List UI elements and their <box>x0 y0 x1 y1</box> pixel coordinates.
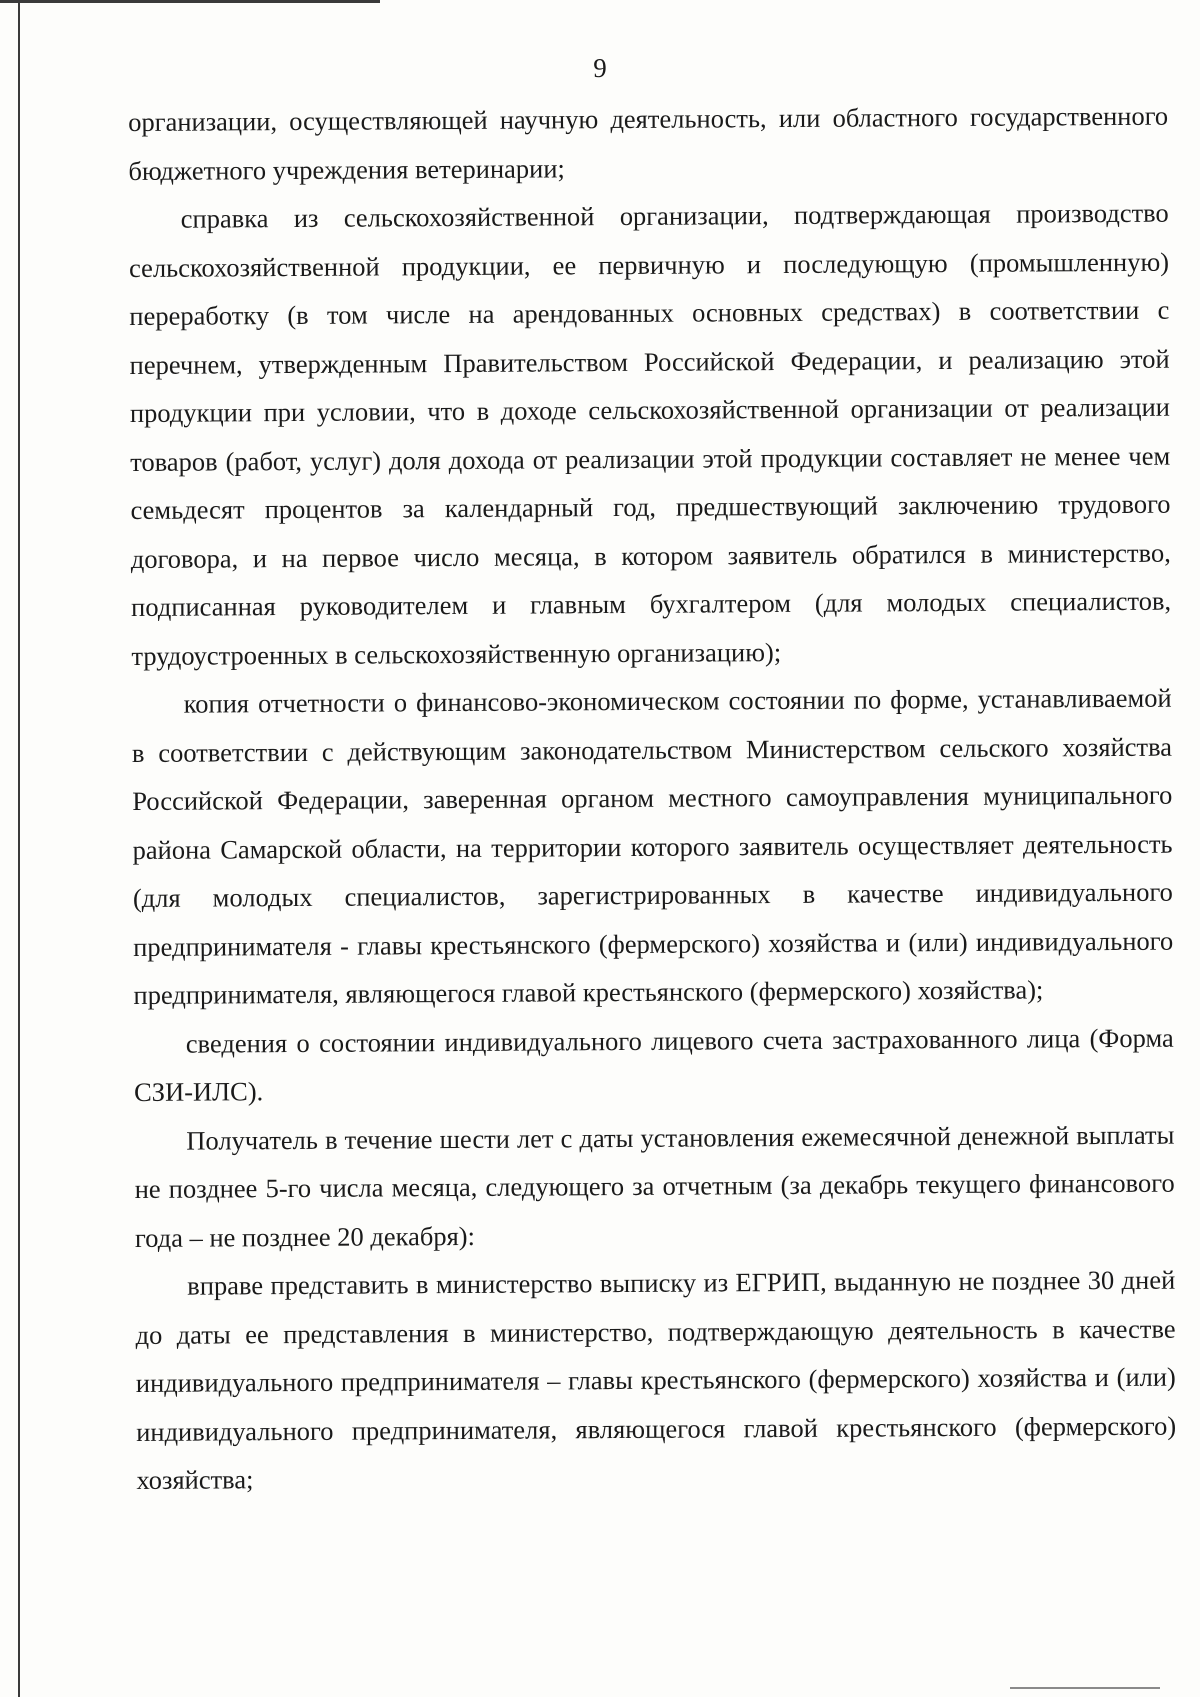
paragraph-4: сведения о состоянии индивидуального лицевого счета застрахованного лица (Форма СЗИ-ИЛС). <box>133 1022 1174 1107</box>
paragraph-5: Получатель в течение шести лет с даты установления ежемесячной денежной выплаты не позднее 5-го числа месяца, следующего за отчетным (за декабрь текущего финансового года – не позднее 20 декабря): <box>134 1119 1175 1253</box>
paragraph-6: вправе представить в министерство выписку из ЕГРИП, выданную не позднее 30 дней до даты ее представления в министерство, подтверждающую деятельность в качестве индивидуального предпринимателя – главы крестьянского (фермерского) хозяйства и (или) индивидуального предпринимателя, являющегося главой крестьянского (фермерского) хозяйства; <box>135 1264 1177 1495</box>
page-number: 9 <box>593 53 607 83</box>
paragraph-1: организации, осуществляющей научную деятельность, или областного государственного бюджетного учреждения ветеринарии; <box>128 100 1169 186</box>
paragraph-3: копия отчетности о финансово-экономическом состоянии по форме, устанавливаемой в соответствии с действующим законодательством Министерством сельского хозяйства Российской Федерации, заверенная органом местного самоуправления муниципального района Самарской области, на территории которого заявитель осуществляет деятельность (для молодых специалистов, зарегистрированных в качестве индивидуального предпринимателя - главы крестьянского (фермерского) хозяйства и (или) индивидуального предпринимателя, являющегося главой крестьянского (фермерского) хозяйства); <box>131 682 1174 1010</box>
scan-edge-left <box>18 0 20 1697</box>
scan-edge-top <box>0 0 380 3</box>
paragraph-2: справка из сельскохозяйственной организации, подтверждающая производство сельскохозяйственной продукции, ее первичную и последующую (промышленную) переработку (в том числе на арендованных основных средствах) в соответствии с перечнем, утвержденным Правительством Российской Федерации, и реализацию этой продукции при условии, что в доходе сельскохозяйственной организации от реализации товаров (работ, услуг) доля дохода от реализации этой продукции составляет не менее чем семьдесят процентов за календарный год, предшествующий заключению трудового договора, и на первое число месяца, в котором заявитель обратился в министерство, подписанная руководителем и главным бухгалтером (для молодых специалистов, трудоустроенных в сельскохозяйственную организацию); <box>128 197 1172 671</box>
scan-edge-bottom <box>1010 1687 1160 1689</box>
document-body <box>128 92 1177 1505</box>
